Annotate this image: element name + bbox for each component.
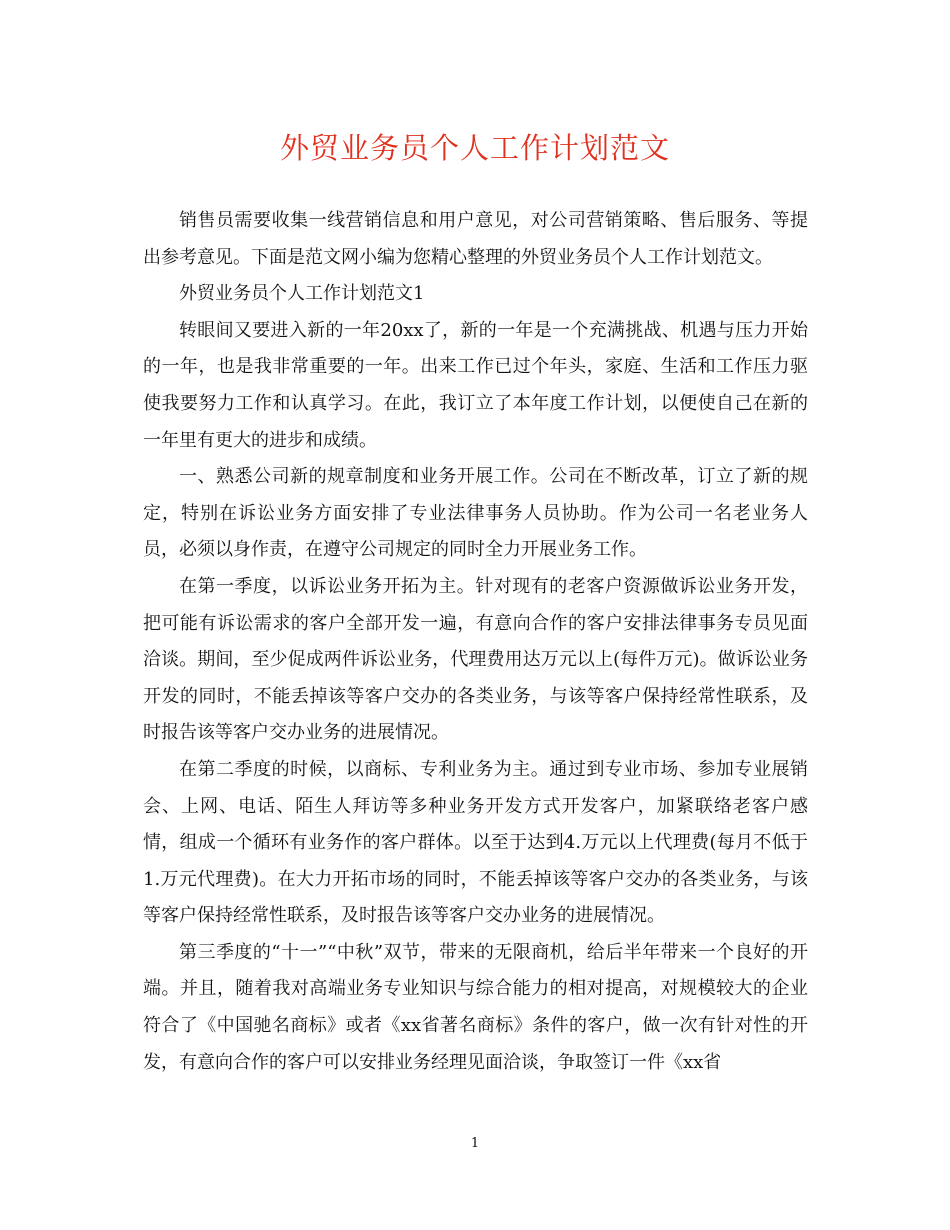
body-paragraph: 第三季度的“十一”“中秋”双节，带来的无限商机，给后半年带来一个良好的开端。并且，随着我对高端业务专业知识与综合能力的相对提高，对规模较大的企业符合了《中国驰名商标》或者《xx省著名商标》条件的客户，做一次有针对性的开发，有意向合作的客户可以安排业务经理见面洽谈，争取签订一件《xx省	[143, 941, 808, 1073]
page-number: 1	[470, 1136, 480, 1151]
document-body	[143, 203, 808, 1081]
section-heading: 外贸业务员个人工作计划范文1	[179, 283, 425, 305]
document-title: 外贸业务员个人工作计划范文	[279, 131, 670, 165]
body-paragraph: 在第二季度的时候，以商标、专利业务为主。通过到专业市场、参加专业展销会、上网、电话、陌生人拜访等多种业务开发方式开发客户，加紧联络老客户感情，组成一个循环有业务作的客户群体。以至于达到4.万元以上代理费(每月不低于1.万元代理费)。在大力开拓市场的同时，不能丢掉该等客户交办的各类业务，与该等客户保持经常性联系，及时报告该等客户交办业务的进展情况。	[143, 758, 808, 927]
intro-paragraph: 销售员需要收集一线营销信息和用户意见，对公司营销策略、售后服务、等提出参考意见。下面是范文网小编为您精心整理的外贸业务员个人工作计划范文。	[143, 210, 808, 268]
body-paragraph: 转眼间又要进入新的一年20xx了，新的一年是一个充满挑战、机遇与压力开始的一年，也是我非常重要的一年。出来工作已过个年头，家庭、生活和工作压力驱使我要努力工作和认真学习。在此，我订立了本年度工作计划，以便使自己在新的一年里有更大的进步和成绩。	[143, 319, 808, 451]
body-paragraph: 在第一季度，以诉讼业务开拓为主。针对现有的老客户资源做诉讼业务开发，把可能有诉讼需求的客户全部开发一遍，有意向合作的客户安排法律事务专员见面洽谈。期间，至少促成两件诉讼业务，代理费用达万元以上(每件万元)。做诉讼业务开发的同时，不能丢掉该等客户交办的各类业务，与该等客户保持经常性联系，及时报告该等客户交办业务的进展情况。	[143, 575, 808, 744]
body-paragraph: 一、熟悉公司新的规章制度和业务开展工作。公司在不断改革，订立了新的规定，特别在诉讼业务方面安排了专业法律事务人员协助。作为公司一名老业务人员，必须以身作责，在遵守公司规定的同时全力开展业务工作。	[143, 466, 808, 561]
